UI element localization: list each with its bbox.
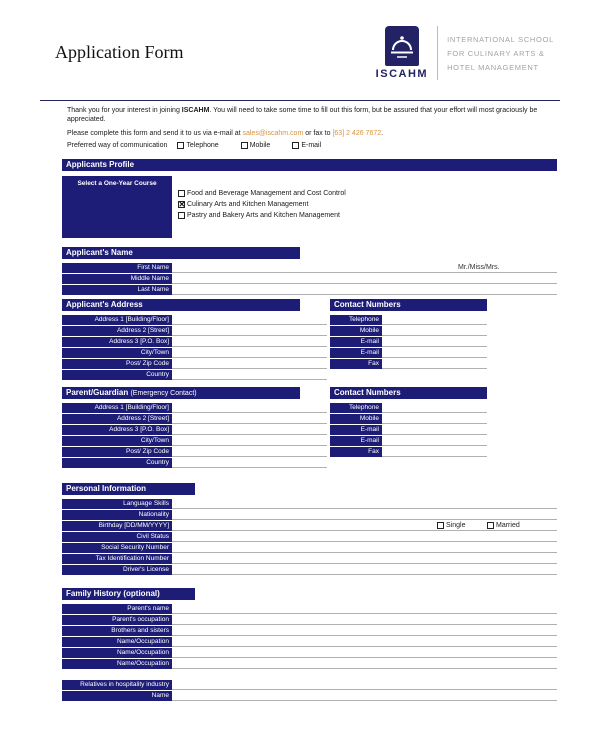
section-header-family-history: Family History (optional) xyxy=(62,588,195,600)
field-label: Name xyxy=(62,691,172,701)
guardian-country-input[interactable] xyxy=(172,458,327,468)
field-label: City/Town xyxy=(62,436,172,446)
form-row-parent-name xyxy=(62,604,557,614)
guardian-address-column xyxy=(62,387,327,469)
guardian-address-rows xyxy=(62,403,327,468)
field-label: Country xyxy=(62,370,172,380)
language-skills-input[interactable] xyxy=(172,499,557,509)
field-label: Address 1 [Building/Floor] xyxy=(62,315,172,325)
field-label: Civil Status xyxy=(62,532,172,542)
guardian-mobile-input[interactable] xyxy=(382,414,487,424)
form-row-guardian-address1 xyxy=(62,403,327,413)
section-header-parent-guardian xyxy=(62,387,300,399)
form-row-address1 xyxy=(62,315,327,325)
guardian-city-input[interactable] xyxy=(172,436,327,446)
form-row-guardian-email2 xyxy=(330,436,487,446)
parent-occupation-input[interactable] xyxy=(172,615,557,625)
sibling3-input[interactable] xyxy=(172,659,557,669)
course-option-culinary xyxy=(178,199,346,209)
form-row-tin xyxy=(62,554,557,564)
guardian-address1-input[interactable] xyxy=(172,403,327,413)
checkbox-icon[interactable] xyxy=(178,190,185,197)
form-row-brothers-sisters xyxy=(62,626,557,636)
option-label: E-mail xyxy=(301,142,322,149)
page-header xyxy=(0,0,600,96)
guardian-fax-input[interactable] xyxy=(382,447,487,457)
field-label: Parent's name xyxy=(62,604,172,614)
field-label: Post/ Zip Code xyxy=(62,359,172,369)
form-row-civil-status xyxy=(62,532,557,542)
section-header-applicant-name: Applicant's Name xyxy=(62,247,300,259)
page-title: Application Form xyxy=(55,42,184,62)
field-label: Fax xyxy=(330,359,382,369)
intro-text: or fax to xyxy=(303,130,333,137)
course-select-block xyxy=(62,176,557,238)
form-row-drivers-license xyxy=(62,565,557,575)
email2-input[interactable] xyxy=(382,348,487,358)
field-label: City/Town xyxy=(62,348,172,358)
logo-tagline xyxy=(447,26,554,75)
field-label: Fax xyxy=(330,447,382,457)
pref-option-telephone xyxy=(177,142,218,149)
field-label: Address 3 [P.O. Box] xyxy=(62,337,172,347)
logo-name: ISCAHM xyxy=(375,68,429,80)
pref-option-mobile xyxy=(241,142,271,149)
field-label: Tax Identification Number xyxy=(62,554,172,564)
field-label: E-mail xyxy=(330,425,382,435)
pref-option-email xyxy=(292,142,321,149)
option-label: Food and Beverage Management and Cost Control xyxy=(187,189,346,197)
form-row-nationality xyxy=(62,510,557,520)
field-label: Address 1 [Building/Floor] xyxy=(62,403,172,413)
checkbox-icon[interactable] xyxy=(178,201,185,208)
form-row-address2 xyxy=(62,326,327,336)
field-label: Country xyxy=(62,458,172,468)
personal-information-rows xyxy=(62,499,557,575)
form-row-guardian-telephone xyxy=(330,403,487,413)
course-option-fnb xyxy=(178,188,346,198)
sibling1-input[interactable] xyxy=(172,637,557,647)
city-input[interactable] xyxy=(172,348,327,358)
checkbox-icon[interactable] xyxy=(178,212,185,219)
form-row-guardian-fax xyxy=(330,447,487,457)
telephone-input[interactable] xyxy=(382,315,487,325)
intro-text: Please complete this form and send it to us via e-mail at xyxy=(67,130,243,137)
field-label: Parent's occupation xyxy=(62,615,172,625)
address2-input[interactable] xyxy=(172,326,327,336)
logo-tagline-line: FOR CULINARY ARTS & xyxy=(447,49,545,58)
field-label: Middle Name xyxy=(62,274,172,284)
checkbox-icon[interactable] xyxy=(241,142,248,149)
section-header-personal-information: Personal Information xyxy=(62,483,195,495)
checkbox-icon[interactable] xyxy=(292,142,299,149)
email-address: sales@iscahm.com xyxy=(242,130,304,137)
middle-name-input[interactable] xyxy=(172,274,557,284)
form-row-telephone xyxy=(330,315,487,325)
form-row-guardian-zip xyxy=(62,447,327,457)
form-row-address3 xyxy=(62,337,327,347)
logo-tagline-line: HOTEL MANAGEMENT xyxy=(447,63,539,72)
sibling2-input[interactable] xyxy=(172,648,557,658)
checkbox-icon[interactable] xyxy=(437,522,444,529)
option-label: Married xyxy=(496,522,520,529)
fax-input[interactable] xyxy=(382,359,487,369)
form-content xyxy=(0,101,600,701)
parent-name-input[interactable] xyxy=(172,604,557,614)
field-label: Nationality xyxy=(62,510,172,520)
preferred-communication-label: Preferred way of communication xyxy=(67,142,168,149)
option-label: Telephone xyxy=(186,142,219,149)
form-row-first-name xyxy=(62,263,557,273)
field-label: Post/ Zip Code xyxy=(62,447,172,457)
section-title-note: (Emergency Contact) xyxy=(130,390,197,397)
field-label: Mobile xyxy=(330,414,382,424)
field-label: Social Security Number xyxy=(62,543,172,553)
option-label: Culinary Arts and Kitchen Management xyxy=(187,200,309,208)
guardian-contacts-column xyxy=(330,387,487,458)
nationality-input[interactable] xyxy=(172,510,557,520)
relative-name-input[interactable] xyxy=(172,691,557,701)
section-header-applicant-address: Applicant's Address xyxy=(62,299,300,311)
form-row-sibling-name-occupation-1 xyxy=(62,637,557,647)
logo-divider xyxy=(437,26,438,80)
logo-emblem-block xyxy=(376,26,428,80)
field-label: E-mail xyxy=(330,436,382,446)
field-label: Name/Occupation xyxy=(62,648,172,658)
applicant-contacts-column xyxy=(330,299,487,370)
form-row-zip xyxy=(62,359,327,369)
section-title: Parent/Guardian xyxy=(66,388,131,397)
tin-input[interactable] xyxy=(172,554,557,564)
logo-tagline-line: INTERNATIONAL SCHOOL xyxy=(447,35,554,44)
field-label: Name/Occupation xyxy=(62,637,172,647)
mobile-input[interactable] xyxy=(382,326,487,336)
field-label: E-mail xyxy=(330,348,382,358)
preferred-communication-row xyxy=(62,141,557,150)
option-label: Pastry and Bakery Arts and Kitchen Management xyxy=(187,211,340,219)
form-row-sibling-name-occupation-3 xyxy=(62,659,557,669)
form-row-sss-number xyxy=(62,543,557,553)
form-row-sibling-name-occupation-2 xyxy=(62,648,557,658)
form-row-middle-name xyxy=(62,274,557,284)
intro-paragraph xyxy=(62,106,557,124)
salutation-text: Mr./Miss/Mrs. xyxy=(458,264,500,271)
field-label: Address 2 [Street] xyxy=(62,326,172,336)
field-label: Brothers and sisters xyxy=(62,626,172,636)
checkbox-icon[interactable] xyxy=(177,142,184,149)
civil-status-input[interactable] xyxy=(172,532,557,542)
field-label: E-mail xyxy=(330,337,382,347)
form-row-city xyxy=(62,348,327,358)
form-row-guardian-country xyxy=(62,458,327,468)
option-label: Single xyxy=(446,522,466,529)
form-row-guardian-address3 xyxy=(62,425,327,435)
sss-number-input[interactable] xyxy=(172,543,557,553)
section-header-contact-numbers: Contact Numbers xyxy=(330,299,487,311)
guardian-contact-rows xyxy=(330,403,487,457)
address1-input[interactable] xyxy=(172,315,327,325)
form-row-parent-occupation xyxy=(62,615,557,625)
applicant-name-rows xyxy=(62,263,557,295)
iscahm-logo xyxy=(376,26,554,80)
section-gap xyxy=(62,670,557,680)
address3-input[interactable] xyxy=(172,337,327,347)
form-row-email2 xyxy=(330,348,487,358)
form-row-relatives-hospitality xyxy=(62,680,557,690)
applicant-contact-rows xyxy=(330,315,487,369)
form-row-email1 xyxy=(330,337,487,347)
field-label: Birthday [DD/MM/YYYY] xyxy=(62,521,172,531)
field-label: Language Skills xyxy=(62,499,172,509)
form-row-fax xyxy=(330,359,487,369)
field-label: Telephone xyxy=(330,315,382,325)
email1-input[interactable] xyxy=(382,337,487,347)
field-label: First Name xyxy=(62,263,172,273)
course-option-pastry xyxy=(178,210,346,220)
family-history-rows xyxy=(62,604,557,701)
field-label: Driver's License xyxy=(62,565,172,575)
option-label: Mobile xyxy=(249,142,271,149)
field-label: Name/Occupation xyxy=(62,659,172,669)
field-label: Mobile xyxy=(330,326,382,336)
guardian-telephone-input[interactable] xyxy=(382,403,487,413)
fax-number: [63] 2 426 7672 xyxy=(332,130,382,137)
form-row-last-name xyxy=(62,285,557,295)
intro-text: . You will need to take some time to fill out this form, but be assured that your effort will most graciously be appreciated. xyxy=(67,107,538,123)
guardian-contact-block xyxy=(62,387,557,469)
civil-status-married-option xyxy=(487,522,520,529)
form-row-country xyxy=(62,370,327,380)
guardian-email1-input[interactable] xyxy=(382,425,487,435)
course-select-label: Select a One-Year Course xyxy=(62,176,172,238)
guardian-address3-input[interactable] xyxy=(172,425,327,435)
guardian-address2-input[interactable] xyxy=(172,414,327,424)
form-row-guardian-address2 xyxy=(62,414,327,424)
intro-bold-text: ISCAHM xyxy=(181,107,210,114)
field-label: Address 3 [P.O. Box] xyxy=(62,425,172,435)
form-row-guardian-mobile xyxy=(330,414,487,424)
send-instructions xyxy=(62,129,557,138)
civil-status-single-option xyxy=(437,522,465,529)
form-row-guardian-email1 xyxy=(330,425,487,435)
form-row-guardian-city xyxy=(62,436,327,446)
form-row-birthday xyxy=(62,521,557,531)
brothers-sisters-input[interactable] xyxy=(172,626,557,636)
applicant-address-rows xyxy=(62,315,327,380)
guardian-email2-input[interactable] xyxy=(382,436,487,446)
checkbox-icon[interactable] xyxy=(487,522,494,529)
iscahm-emblem-icon xyxy=(385,26,419,66)
guardian-zip-input[interactable] xyxy=(172,447,327,457)
field-label: Telephone xyxy=(330,403,382,413)
field-label: Relatives in hospitality industry xyxy=(62,680,172,690)
address-contact-block xyxy=(62,299,557,381)
drivers-license-input[interactable] xyxy=(172,565,557,575)
country-input[interactable] xyxy=(172,370,327,380)
relatives-hospitality-input[interactable] xyxy=(172,680,557,690)
field-label: Last Name xyxy=(62,285,172,295)
form-row-relative-name xyxy=(62,691,557,701)
intro-text: . xyxy=(381,130,384,137)
last-name-input[interactable] xyxy=(172,285,557,295)
section-header-contact-numbers: Contact Numbers xyxy=(330,387,487,399)
section-header-applicants-profile: Applicants Profile xyxy=(62,159,557,171)
form-row-language-skills xyxy=(62,499,557,509)
zip-input[interactable] xyxy=(172,359,327,369)
form-row-mobile xyxy=(330,326,487,336)
intro-text: Thank you for your interest in joining xyxy=(67,107,182,114)
applicant-address-column xyxy=(62,299,327,381)
course-options xyxy=(172,176,346,238)
field-label: Address 2 [Street] xyxy=(62,414,172,424)
